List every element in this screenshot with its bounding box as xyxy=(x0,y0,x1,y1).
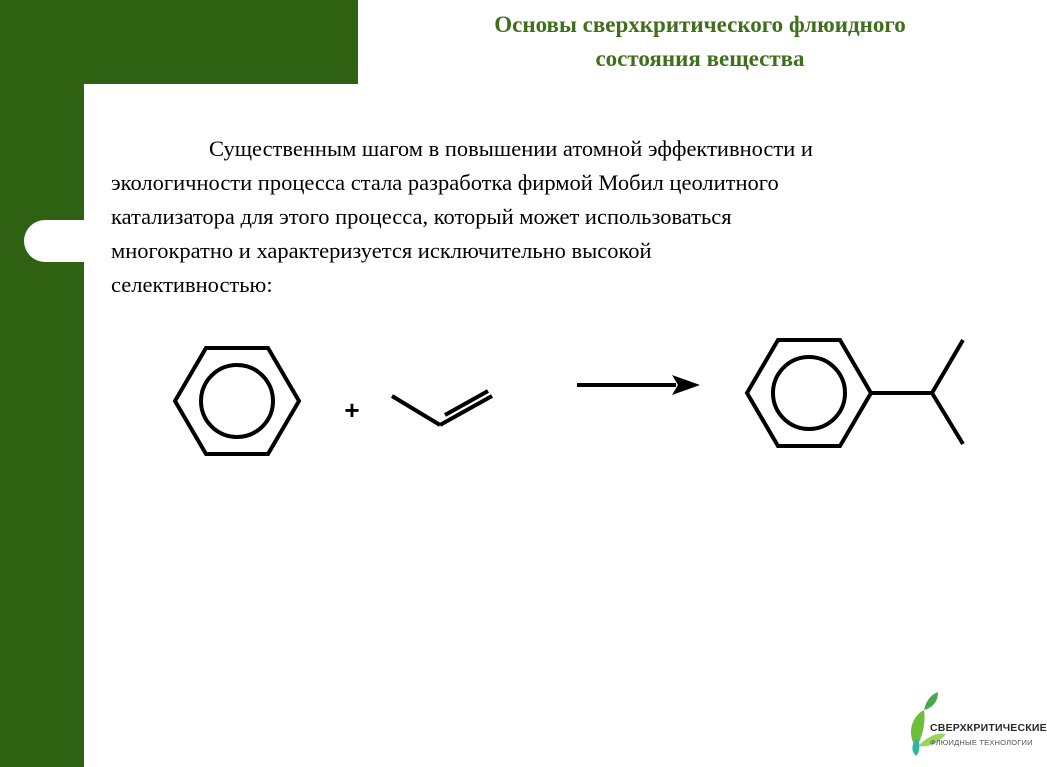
paragraph-line: многократно и характеризуется исключительно высокой xyxy=(111,238,652,263)
paragraph-line: селективностью: xyxy=(111,272,273,297)
paragraph-line: Существенным шагом в повышении атомной эффективности и xyxy=(209,136,813,161)
slide-title-line: Основы сверхкритического флюидного xyxy=(494,12,906,37)
cumene-structure xyxy=(747,340,963,446)
benzene-structure xyxy=(175,348,299,454)
reaction-arrow xyxy=(577,375,700,395)
logo-subtitle: ФЛЮИДНЫЕ ТЕХНОЛОГИИ xyxy=(930,738,1033,747)
slide-title-line: состояния вещества xyxy=(595,46,805,71)
logo-title: СВЕРХКРИТИЧЕСКИЕ xyxy=(930,722,1047,734)
paragraph-line: экологичности процесса стала разработка фирмой Мобил цеолитного xyxy=(111,170,779,195)
paragraph-line: катализатора для этого процесса, который может использоваться xyxy=(111,204,732,229)
propylene-structure xyxy=(392,391,492,425)
plus-sign: + xyxy=(344,395,360,425)
